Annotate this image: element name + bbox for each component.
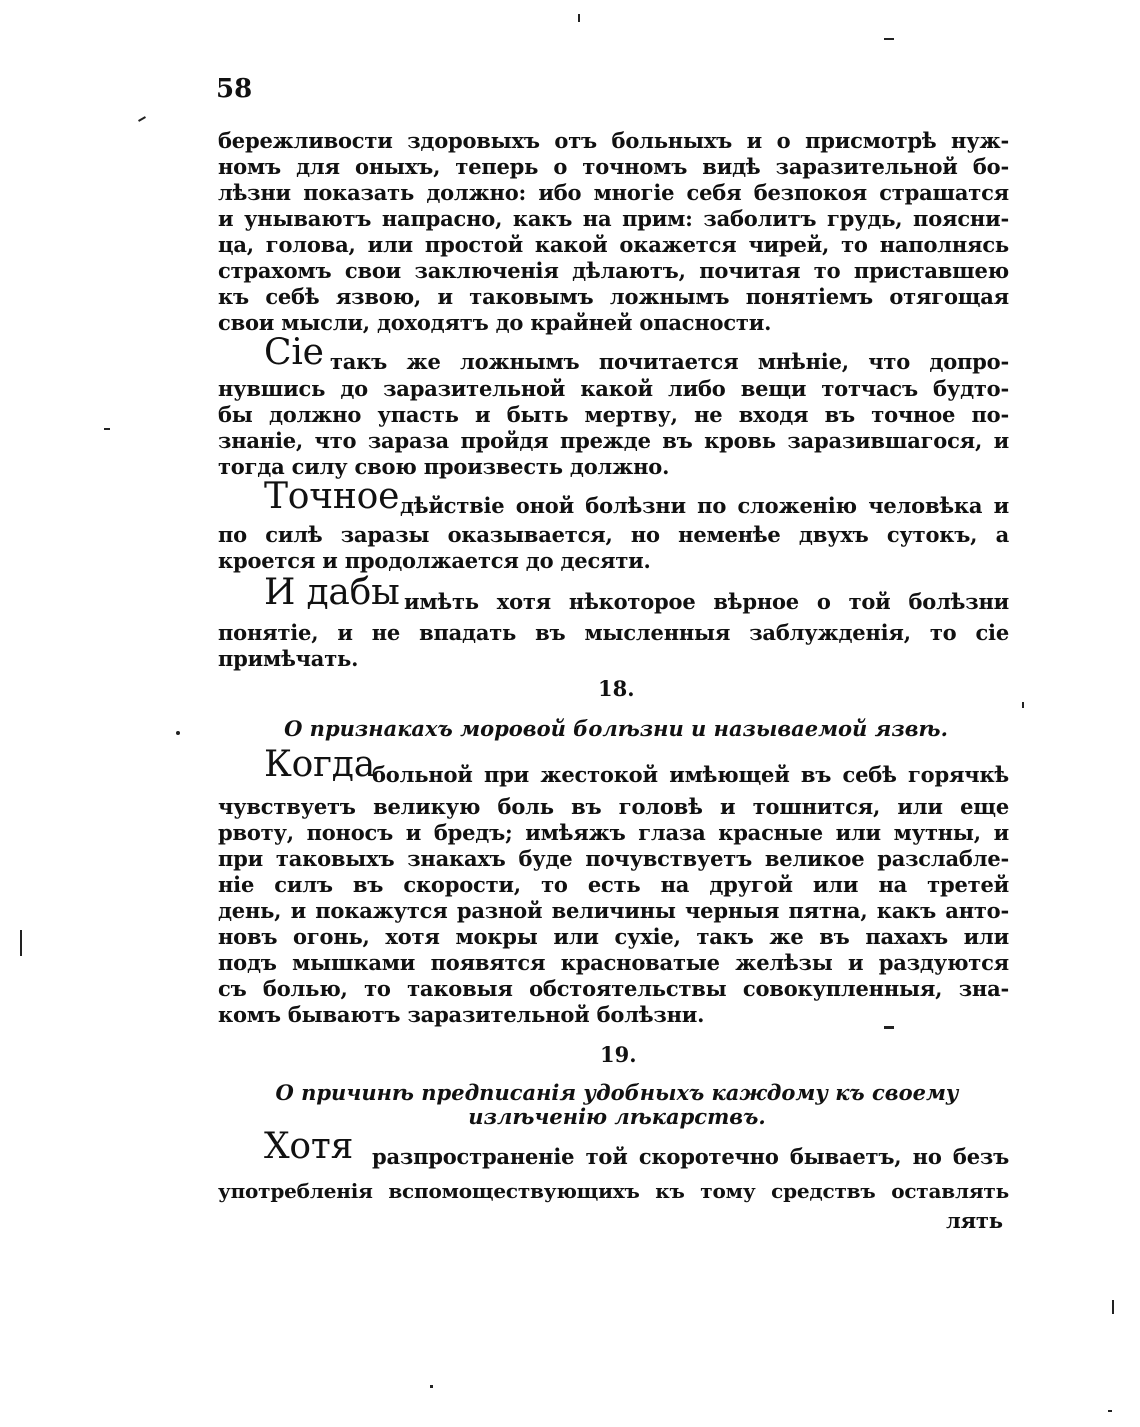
text-line: знаніе, что зараза пройдя прежде въ кровь заразившагося, и [218,428,1009,453]
scan-speck [138,116,146,122]
text-line: страхомъ свои заключенія дѣлаютъ, почитая то приставшею [218,258,1009,283]
section-heading-continued: излѣченію лѣкарствъ. [468,1104,766,1129]
text-line: бы должно упасть и быть мертву, не входя въ точное по- [218,402,1009,427]
text-line: дѣйствіе оной болѣзни по сложенію человѣка и [400,493,1009,518]
text-line: по силѣ заразы оказывается, но неменѣе двухъ сутокъ, а [218,522,1009,547]
scan-speck [1108,1410,1112,1412]
text-line: имѣть хотя нѣкоторое вѣрное о той болѣзни [404,589,1009,614]
text-line: номъ для оныхъ, теперь о точномъ видѣ заразительной бо- [218,154,1009,179]
text-line: подъ мышками появятся красноватые желѣзы и раздуются [218,950,1009,975]
initial-word: Когда [264,744,376,785]
scan-speck [884,38,894,40]
section-number: 19. [600,1042,637,1067]
scan-speck [1112,1300,1114,1314]
scan-speck [1022,702,1024,708]
text-line: нувшись до заразительной какой либо вещи тотчасъ будто- [218,376,1009,401]
text-line: понятіе, и не впадать въ мысленныя заблужденія, то сіе [218,620,1009,645]
initial-word: Сіе [264,332,324,373]
text-line: чувствуетъ великую боль въ головѣ и тошнится, или еще [218,794,1009,819]
scan-speck [20,930,22,956]
text-line: бережливости здоровыхъ отъ больныхъ и о присмотрѣ нуж- [218,128,1009,153]
text-line: больной при жестокой имѣющей въ себѣ горячкѣ [372,762,1009,787]
text-line: лѣзни показать должно: ибо многіе себя безпокоя страшатся [218,180,1009,205]
text-line: кроется и продолжается до десяти. [218,548,651,573]
page-number: 58 [216,74,253,104]
text-line: тогда силу свою произвесть должно. [218,454,670,479]
text-line: примѣчать. [218,646,359,671]
initial-word: Хотя [264,1126,354,1167]
text-line: и унываютъ напрасно, какъ на прим: заболитъ грудь, поясни- [218,206,1009,231]
scan-speck [578,14,580,22]
text-line: употребленія вспомоществующихъ къ тому средствъ оставлять [218,1179,1009,1203]
text-line: съ болью, то таковыя обстоятельствы совокупленныя, зна- [218,976,1009,1001]
section-heading: О признакахъ моровой болѣзни и называемой язвѣ. [284,716,948,741]
text-line: новъ огонь, хотя мокры или сухіе, такъ же въ пахахъ или [218,924,1009,949]
text-line: рвоту, поносъ и бредъ; имѣяжъ глаза красные или мутны, и [218,820,1009,845]
text-line: такъ же ложнымъ почитается мнѣніе, что допро- [330,349,1009,374]
initial-word: Точное [264,476,400,517]
catchword: лять [946,1208,1003,1233]
section-number: 18. [598,676,635,701]
scan-speck [884,1026,894,1029]
text-line: ніе силъ въ скорости, то есть на другой или на третей [218,872,1009,897]
initial-word: И дабы [264,572,400,613]
text-line: ца, голова, или простой какой окажется чирей, то наполнясь [218,232,1009,257]
section-heading: О причинѣ предписанія удобныхъ каждому къ своему [275,1080,959,1105]
text-line: разпространеніе той скоротечно бываетъ, но безъ [372,1144,1009,1169]
scan-speck [104,428,110,430]
text-line: день, и покажутся разной величины черныя пятна, какъ анто- [218,898,1009,923]
text-line: комъ бываютъ заразительной болѣзни. [218,1002,705,1027]
scan-speck [430,1385,433,1388]
text-line: при таковыхъ знакахъ буде почувствуетъ великое разслабле- [218,846,1009,871]
text-line: свои мысли, доходятъ до крайней опасности. [218,310,772,335]
scan-speck [176,731,180,735]
text-line: къ себѣ язвою, и таковымъ ложнымъ понятіемъ отягощая [218,284,1009,309]
